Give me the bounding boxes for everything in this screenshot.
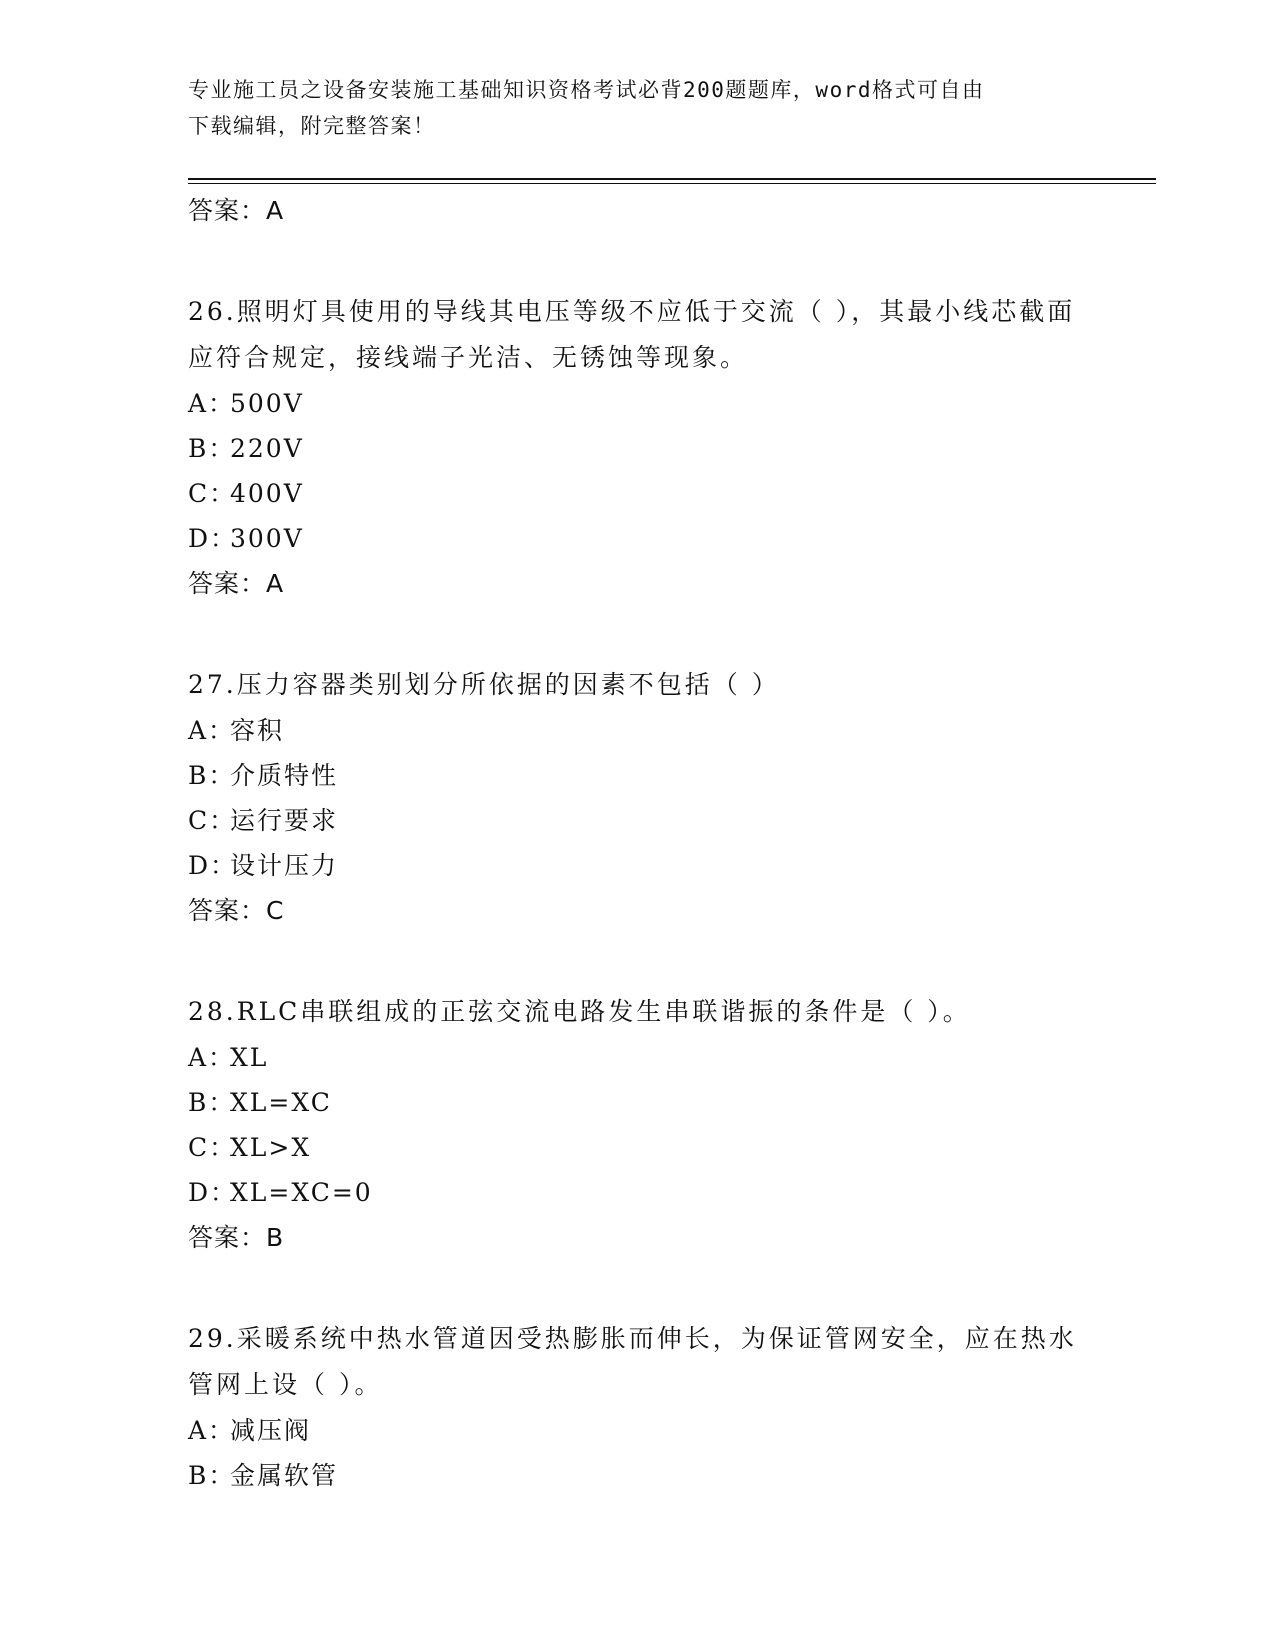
- option-text: XL: [230, 1043, 269, 1072]
- option-text: 金属软管: [230, 1461, 339, 1490]
- option-a: [188, 708, 1088, 753]
- option-b: [188, 1080, 1088, 1125]
- option-a: [188, 381, 1088, 426]
- option-d: [188, 1170, 1088, 1215]
- option-text: XL=XC=0: [230, 1178, 373, 1207]
- option-b: [188, 1453, 1088, 1498]
- option-d: [188, 843, 1088, 888]
- option-letter: C：: [188, 806, 237, 835]
- option-d: [188, 516, 1088, 561]
- option-letter: A：: [188, 716, 236, 745]
- option-letter: D：: [188, 851, 238, 880]
- option-a: [188, 1408, 1088, 1453]
- option-b: [188, 426, 1088, 471]
- option-text: 设计压力: [230, 851, 339, 880]
- option-c: [188, 798, 1088, 843]
- option-letter: D：: [188, 524, 238, 553]
- header-line-1: 专业施工员之设备安装施工基础知识资格考试必背200题题库，word格式可自由: [188, 78, 985, 102]
- option-letter: B：: [188, 761, 236, 790]
- question-stem: 26.照明灯具使用的导线其电压等级不应低于交流（ ），其最小线芯截面应符合规定，接线端子光洁、无锈蚀等现象。: [188, 297, 1076, 372]
- option-text: 400V: [230, 479, 304, 508]
- page-header: [188, 72, 1088, 144]
- option-text: 介质特性: [230, 761, 339, 790]
- option-letter: B：: [188, 1088, 236, 1117]
- option-text: 容积: [230, 716, 285, 745]
- option-a: [188, 1035, 1088, 1080]
- option-text: 300V: [230, 524, 304, 553]
- option-text: XL>X: [230, 1133, 312, 1162]
- option-letter: B：: [188, 434, 236, 463]
- answer-line: 答案：A: [188, 196, 285, 225]
- option-letter: B：: [188, 1461, 236, 1490]
- option-text: 500V: [230, 389, 304, 418]
- option-b: [188, 753, 1088, 798]
- option-letter: A：: [188, 1416, 236, 1445]
- option-letter: A：: [188, 1043, 236, 1072]
- option-letter: C：: [188, 1133, 237, 1162]
- option-c: [188, 471, 1088, 516]
- option-text: XL=XC: [230, 1088, 332, 1117]
- option-letter: C：: [188, 479, 237, 508]
- answer-line: 答案：A: [188, 569, 285, 598]
- option-text: 减压阀: [230, 1416, 312, 1445]
- option-text: 运行要求: [230, 806, 339, 835]
- question-stem: 27.压力容器类别划分所依据的因素不包括（ ）: [188, 670, 780, 699]
- header-rule-thin: [188, 183, 1156, 184]
- option-c: [188, 1125, 1088, 1170]
- option-text: 220V: [230, 434, 304, 463]
- question-stem: 29.采暖系统中热水管道因受热膨胀而伸长，为保证管网安全，应在热水管网上设（ ）。: [188, 1324, 1077, 1399]
- header-rule-thick: [188, 178, 1156, 180]
- answer-line: 答案：B: [188, 1223, 285, 1252]
- option-letter: D：: [188, 1178, 238, 1207]
- question-list: [188, 188, 1088, 1498]
- option-letter: A：: [188, 389, 236, 418]
- answer-line: 答案：C: [188, 896, 285, 925]
- question-stem: 28.RLC串联组成的正弦交流电路发生串联谐振的条件是（ ）。: [188, 997, 971, 1026]
- header-line-2: 下载编辑，附完整答案！: [188, 114, 436, 138]
